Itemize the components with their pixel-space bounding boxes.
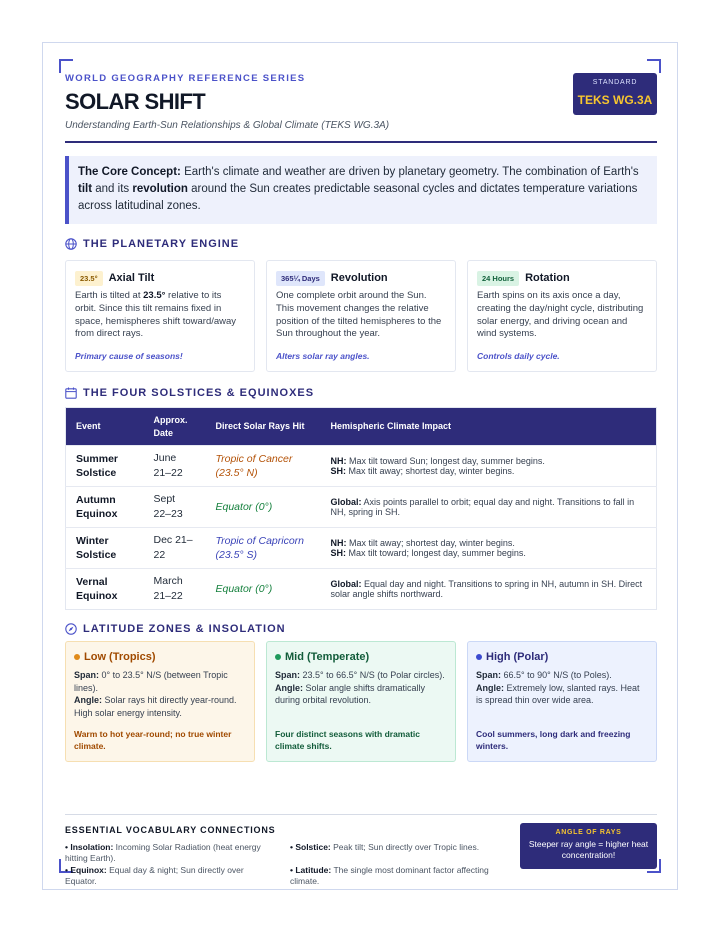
zone-text: Solar angle shifts dramatically during orbital revolution. [275, 682, 426, 705]
callout-text: Steeper ray angle = higher heat concentration! [528, 839, 649, 860]
zone-name: Low (Tropics) [84, 651, 156, 663]
card-body: Earth spins on its axis once a day, creating the day/night cycle, distributing solar energy, and driving ocean and wind systems. [477, 290, 644, 340]
core-concept-callout [65, 156, 657, 224]
core-bold-revolution: revolution [132, 183, 188, 195]
zone-details [275, 669, 447, 707]
vocab-title: ESSENTIAL VOCABULARY CONNECTIONS [65, 825, 276, 835]
engine-section-header [65, 238, 657, 250]
latitude-section-header [65, 623, 657, 635]
rays-cell: Tropic of Cancer (23.5° N) [206, 446, 321, 487]
vocab-term: • Insolation: [65, 842, 114, 852]
latitude-section-title: LATITUDE ZONES & INSOLATION [83, 623, 286, 635]
rays-cell: Tropic of Capricorn (23.5° S) [206, 528, 321, 569]
column-header: Event [66, 408, 144, 446]
card-title: Rotation [525, 272, 570, 284]
zone-key: Span: [476, 670, 502, 680]
vocab-item [65, 865, 275, 886]
table-row [66, 528, 657, 569]
card-footnote: Primary cause of seasons! [75, 351, 183, 361]
rays-cell: Equator (0°) [206, 487, 321, 528]
engine-section-title: THE PLANETARY ENGINE [83, 238, 240, 250]
impact-text: Max tilt toward Sun; longest day, summer begins. [346, 455, 545, 466]
compass-icon [65, 623, 77, 635]
date-cell: June 21–22 [144, 446, 206, 487]
bullet-dot [74, 654, 80, 660]
zone-key: Span: [275, 670, 301, 680]
impact-text: Max tilt away; shortest day, winter begins. [346, 537, 515, 548]
zone-key: Angle: [476, 682, 504, 693]
date-cell: Dec 21–22 [144, 528, 206, 569]
latitude-card-mid [266, 641, 456, 762]
engine-cards [65, 260, 657, 372]
page-subtitle: Understanding Earth-Sun Relationships & Global Climate (TEKS WG.3A) [65, 120, 390, 131]
rays-cell: Equator (0°) [206, 569, 321, 610]
core-concept-lead: The Core Concept: [78, 166, 181, 178]
vocab-definition: Peak tilt; Sun directly over Tropic lines. [330, 842, 480, 852]
sheet-content [65, 65, 657, 892]
header-divider [65, 141, 657, 143]
core-text-3: around the Sun creates predictable seasonal cycles and dictates temperature variations across latitudinal zones. [78, 183, 638, 212]
series-label: WORLD GEOGRAPHY REFERENCE SERIES [65, 73, 306, 84]
card-body-text: relative to its orbit. Since this tilt remains fixed in space, hemispheres shift toward/away from direct rays. [75, 290, 237, 340]
card-footnote: Controls daily cycle. [477, 351, 560, 361]
table-row [66, 487, 657, 528]
zone-text: Extremely low, slanted rays. Heat is spread thin over wide area. [476, 682, 640, 705]
standard-badge-code: TEKS WG.3A [577, 93, 653, 107]
vocab-item [290, 865, 505, 886]
card-footnote: Alters solar ray angles. [276, 351, 370, 361]
impact-key: NH: [330, 537, 347, 548]
bullet-dot [275, 654, 281, 660]
impact-cell [321, 528, 657, 569]
card-badge: 23.5° [75, 271, 103, 286]
solstices-section-header [65, 387, 657, 399]
column-header: Hemispheric Climate Impact [321, 408, 657, 446]
vocab-item [65, 842, 275, 863]
column-header: Approx. Date [144, 408, 206, 446]
engine-card-revolution [266, 260, 456, 372]
impact-text: Max tilt away; shortest day, winter begins. [346, 466, 515, 476]
card-body: One complete orbit around the Sun. This movement changes the relative position of the tilted hemispheres to the Sun throughout the year. [276, 290, 442, 340]
reference-sheet [42, 42, 678, 890]
impact-text: Axis points parallel to orbit; equal day and night. Transitions to fall in NH, spring in SH. [330, 496, 635, 517]
impact-text: Max tilt toward; longest day, summer begins. [346, 548, 526, 558]
impact-key: SH: [330, 466, 346, 476]
event-cell: Winter Solstice [66, 528, 144, 569]
core-text-1: Earth's climate and weather are driven by planetary geometry. The combination of Earth's [180, 166, 639, 178]
impact-key: Global: [330, 578, 362, 589]
latitude-card-low [65, 641, 255, 762]
vocab-definition: Equal day & night; Sun directly over Equator. [65, 865, 244, 886]
zone-details [476, 669, 648, 707]
event-cell: Vernal Equinox [66, 569, 144, 610]
header [65, 73, 657, 131]
solstices-table [65, 407, 657, 610]
event-cell: Summer Solstice [66, 446, 144, 487]
card-body [75, 290, 245, 341]
globe-icon [65, 238, 77, 250]
callout-label: ANGLE OF RAYS [555, 829, 622, 836]
card-body-text: Earth is tilted at [75, 290, 144, 301]
zone-name: Mid (Temperate) [285, 651, 370, 663]
vocab-item [290, 842, 505, 853]
date-cell: Sept 22–23 [144, 487, 206, 528]
card-body-bold: 23.5° [143, 290, 166, 301]
zone-summary: Four distinct seasons with dramatic climate shifts. [275, 729, 421, 751]
latitude-cards [65, 641, 657, 762]
zone-text: 0° to 23.5° N/S (between Tropic lines). [74, 670, 228, 693]
standard-badge [573, 73, 657, 115]
table-header-row [66, 408, 657, 446]
angle-of-rays-callout [520, 823, 657, 869]
impact-text: Equal day and night. Transitions to spring in NH, autumn in SH. Direct solar angle shifts northward. [330, 578, 643, 599]
zone-text: 23.5° to 66.5° N/S (to Polar circles). [300, 670, 445, 680]
core-text-2: and its [92, 183, 133, 195]
card-title: Revolution [330, 272, 388, 284]
standard-badge-label: STANDARD [592, 79, 638, 86]
page-title: SOLAR SHIFT [65, 89, 206, 114]
zone-key: Angle: [74, 695, 102, 705]
vocab-term: • Equinox: [65, 865, 107, 875]
vocab-definition: The single most dominant factor affecting climate. [290, 865, 489, 886]
solstices-section-title: THE FOUR SOLSTICES & EQUINOXES [83, 387, 315, 399]
core-bold-tilt: tilt [78, 183, 93, 195]
table-row [66, 446, 657, 487]
zone-details [74, 669, 246, 719]
vocab-term: • Latitude: [290, 865, 332, 875]
calendar-icon [65, 387, 77, 399]
vocab-divider [65, 814, 657, 815]
table-row [66, 569, 657, 610]
zone-summary: Cool summers, long dark and freezing winters. [476, 729, 631, 751]
impact-key: NH: [330, 455, 347, 466]
impact-key: SH: [330, 548, 346, 558]
engine-card-rotation [467, 260, 657, 372]
zone-key: Span: [74, 670, 100, 680]
zone-key: Angle: [275, 682, 303, 693]
bullet-dot [476, 654, 482, 660]
vocab-definition: Incoming Solar Radiation (heat energy hitting Earth). [65, 842, 261, 863]
zone-summary: Warm to hot year-round; no true winter climate. [74, 729, 232, 751]
zone-text: 66.5° to 90° N/S (to Poles). [501, 670, 612, 680]
event-cell: Autumn Equinox [66, 487, 144, 528]
latitude-card-high [467, 641, 657, 762]
zone-text: Solar rays hit directly year-round. High solar energy intensity. [74, 695, 237, 718]
impact-cell [321, 446, 657, 487]
impact-cell [321, 487, 657, 528]
column-header: Direct Solar Rays Hit [206, 408, 321, 446]
engine-card-axial-tilt [65, 260, 255, 372]
vocab-term: • Solstice: [290, 842, 331, 852]
date-cell: March 21–22 [144, 569, 206, 610]
impact-cell [321, 569, 657, 610]
card-title: Axial Tilt [108, 272, 155, 284]
card-badge: 24 Hours [477, 271, 519, 286]
zone-name: High (Polar) [486, 651, 549, 663]
card-badge: 365¼ Days [276, 271, 325, 286]
impact-key: Global: [330, 496, 362, 507]
